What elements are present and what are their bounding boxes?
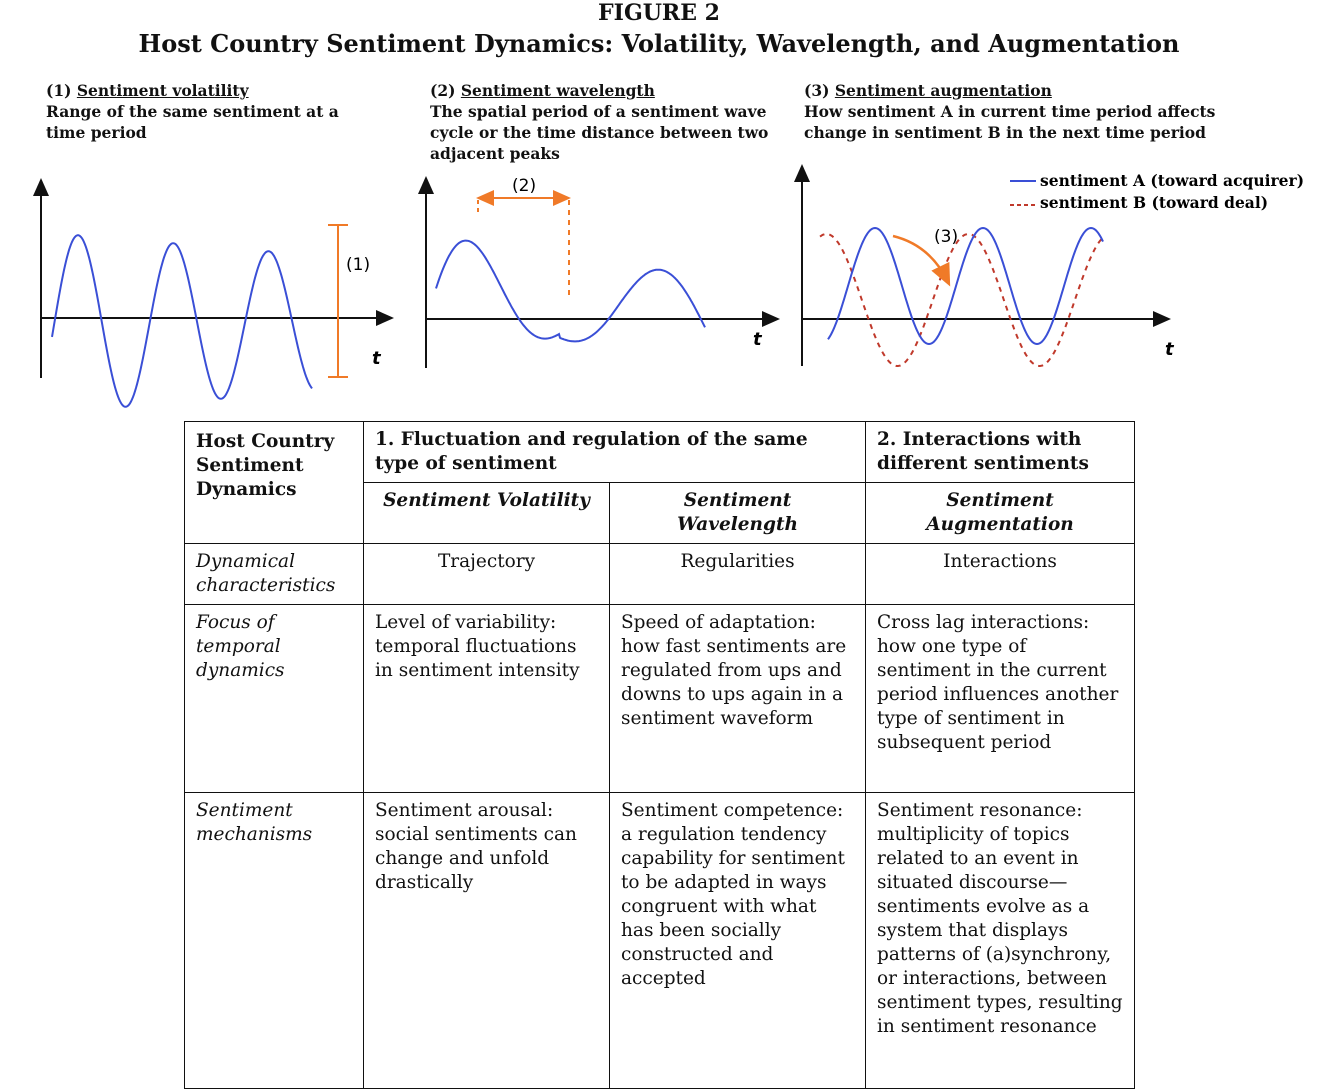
table-row <box>185 793 1135 1089</box>
table-cell: Speed of adaptation: how fast sentiments are regulated from ups and downs to ups again in a sentiment waveform <box>610 605 866 793</box>
column-header-volatility: Sentiment Volatility <box>364 483 610 544</box>
panel-3-axis-label: t <box>1165 339 1174 360</box>
table-cell: Sentiment arousal: social sentiments can change and unfold drastically <box>364 793 610 1089</box>
column-header-augmentation: Sentiment Augmentation <box>866 483 1135 544</box>
panel-2-axis-label: t <box>753 329 762 350</box>
row-label-dynamical-characteristics: Dynamical characteristics <box>185 544 364 605</box>
sentiment-diagrams <box>0 0 1318 420</box>
table-cell: Regularities <box>610 544 866 605</box>
legend-sentiment-a-label: sentiment A (toward acquirer) <box>1040 171 1305 190</box>
panel-2-heading: Sentiment wavelength <box>460 81 655 100</box>
table-cell: Sentiment resonance: multiplicity of topics related to an event in situated discourse—sentiments evolve as a system that displays patterns of (a)synchrony, or interactions, between sentiment types, resulting in sentiment resonance <box>866 793 1135 1089</box>
panel-3-description: How sentiment A in current time period affects change in sentiment B in the next time period <box>804 102 1216 142</box>
panel-2-description: The spatial period of a sentiment wave cycle or the time distance between two adjacent peaks <box>430 102 769 163</box>
panel-1-diagram <box>41 186 386 407</box>
table-cell: Sentiment competence: a regulation tendency capability for sentiment to be adapted in ways congruent with what has been socially constructed and accepted <box>610 793 866 1089</box>
panel-2-wave <box>436 241 705 342</box>
table-cell: Interactions <box>866 544 1135 605</box>
table-row <box>185 544 1135 605</box>
figure-label: FIGURE 2 <box>598 0 720 26</box>
table-cell: Trajectory <box>364 544 610 605</box>
row-label-sentiment-mechanisms: Sentiment mechanisms <box>185 793 364 1089</box>
panel-1-wave <box>52 235 312 407</box>
panel-2-diagram <box>426 176 772 368</box>
table-group-2: 2. Interactions with different sentiments <box>866 422 1135 483</box>
panel-3-heading: Sentiment augmentation <box>834 81 1052 100</box>
panel-1-axis-label: t <box>372 348 381 369</box>
figure-title: Host Country Sentiment Dynamics: Volatility, Wavelength, and Augmentation <box>138 29 1180 58</box>
panel-1-description: Range of the same sentiment at a time period <box>46 102 339 142</box>
panel-1-range-bracket <box>328 225 348 377</box>
panel-3-sentiment-a-wave <box>828 228 1103 344</box>
table-cell: Cross lag interactions: how one type of sentiment in the current period influences another type of sentiment in subsequent period <box>866 605 1135 793</box>
panel-3-marker: (3) <box>934 227 959 247</box>
table-corner: Host Country Sentiment Dynamics <box>185 422 364 544</box>
row-label-focus-of-temporal-dynamics: Focus of temporal dynamics <box>185 605 364 793</box>
panel-1-number: (1) <box>46 81 72 100</box>
table-row <box>185 605 1135 793</box>
table-group-1: 1. Fluctuation and regulation of the same type of sentiment <box>364 422 866 483</box>
table-cell: Level of variability: temporal fluctuations in sentiment intensity <box>364 605 610 793</box>
dynamics-table <box>184 421 1135 1089</box>
panel-1-heading: Sentiment volatility <box>76 81 249 100</box>
panel-3-sentiment-b-wave <box>820 234 1104 366</box>
panel-1-marker: (1) <box>346 255 371 275</box>
panel-3-number: (3) <box>804 81 830 100</box>
panel-2-marker: (2) <box>512 176 537 196</box>
legend <box>1010 171 1304 212</box>
column-header-wavelength: Sentiment Wavelength <box>610 483 866 544</box>
legend-sentiment-b-label: sentiment B (toward deal) <box>1040 193 1269 212</box>
panel-2-number: (2) <box>430 81 456 100</box>
